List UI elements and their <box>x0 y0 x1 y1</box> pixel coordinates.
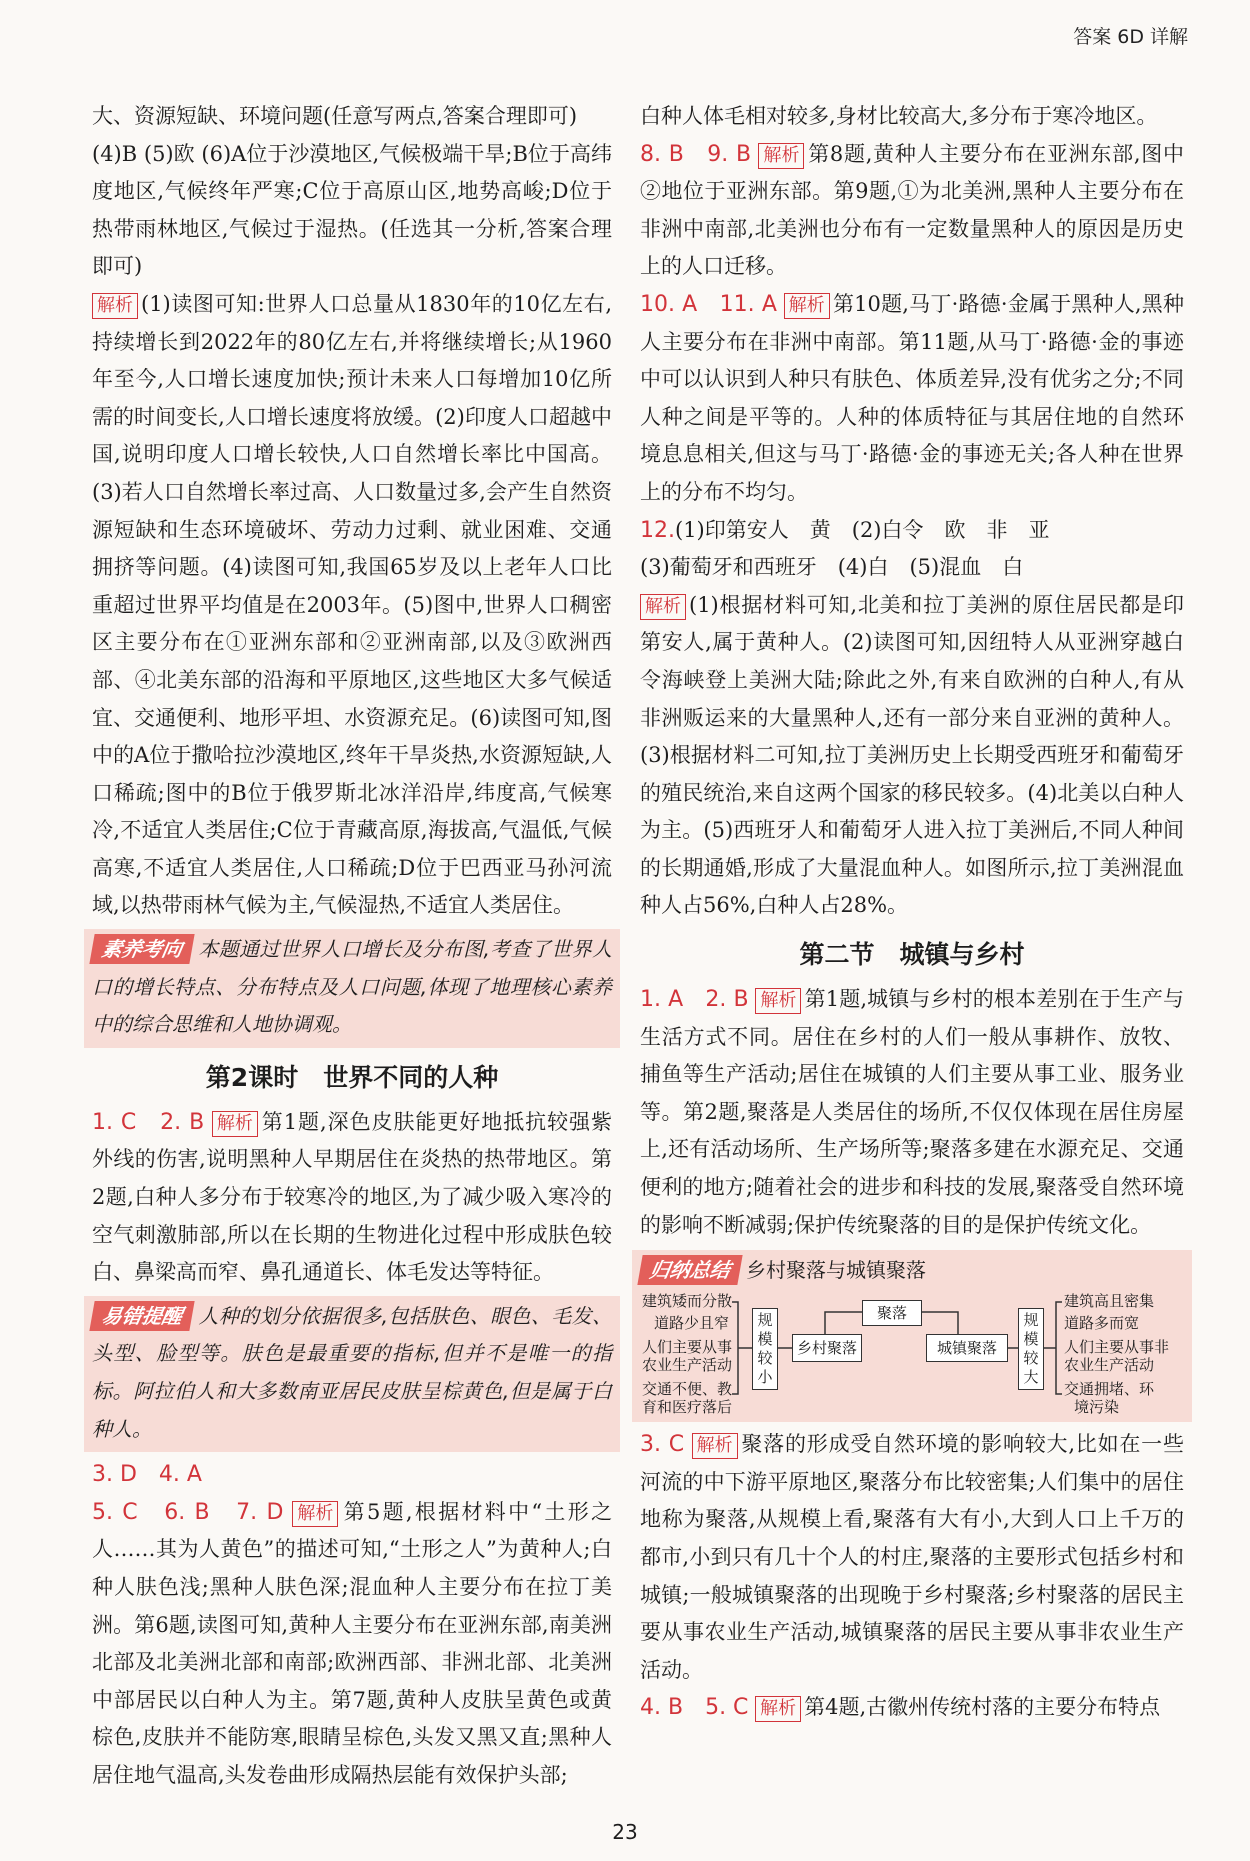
right-column <box>640 98 1184 1727</box>
question-numbers: 12. <box>640 517 675 543</box>
answer-line: (3)葡萄牙和西班牙 (4)白 (5)混血 白 <box>640 555 1024 580</box>
analysis-text: 第10题,马丁·路德·金属于黑种人,黑种人主要分布在非洲中南部。第11题,从马丁·路德·金的事迹中可以认识到人种只有肤色、体质差异,没有优劣之分;不同人种之间是平等的。人种的体质特征与其居住地的自然环境息息相关,但这与马丁·路德·金的事迹无关;各人种在世界上的分布不均匀。 <box>640 291 1185 504</box>
answer-item <box>640 286 1184 512</box>
answer-text: 白种人体毛相对较多,身材比较高大,多分布于寒冷地区。 <box>640 104 1158 128</box>
section-heading: 第二节 城镇与乡村 <box>799 940 1025 970</box>
answer-text: 大、资源短缺、环境问题(任意写两点,答案合理即可) <box>92 104 578 128</box>
summary-title: 乡村聚落与城镇聚落 <box>746 1258 926 1283</box>
answer-item <box>92 1456 612 1494</box>
answer-item <box>640 136 1184 286</box>
diagram-right-item: 农业生产活动 <box>1064 1356 1155 1375</box>
analysis-text: (1)读图可知:世界人口总量从1830年的10亿左右,持续增长到2022年的80亿左右,并将继续增长;从1960年至今,人口增长速度加快;预计未来人口每增加10亿所需的时间变长,人口增长速度将放缓。(2)印度人口超越中国,说明印度人口增长较快,人口自然增长率比中国高。(3)若人口自然增长率过高、人口数量过多,会产生自然资源短缺和生态环境破坏、劳动力过剩、就业困难、交通拥挤等问题。(4)读图可知,我国65岁及以上老年人口比重超过世界平均值是在2003年。(5)图中,世界人口稠密区主要分布在①亚洲东部和②亚洲南部,以及③欧洲西部、④北美东部的沿海和平原地区,这些地区大多气候适宜、交通便利、地形平坦、水资源充足。(6)读图可知,图中的A位于撒哈拉沙漠地区,终年干旱炎热,水资源短缺,人口稀疏;图中的B位于俄罗斯北冰洋沿岸,纬度高,气候寒冷,不适宜人类居住;C位于青藏高原,海拔高,气温低,气候高寒,不适宜人类居住,人口稀疏;D位于巴西亚马孙河流域,以热带雨林气候为主,气候湿热,不适宜人类居住。 <box>92 291 612 918</box>
analysis-text: (1)根据材料可知,北美和拉丁美洲的原住居民都是印第安人,属于黄种人。(2)读图可知,因纽特人从亚洲穿越白令海峡登上美洲大陆;除此之外,有来自欧洲的白种人,有从非洲贩运来的大量黑种人,还有一部分来自亚洲的黄种人。(3)根据材料二可知,拉丁美洲历史上长期受西班牙和葡萄牙的殖民统治,来自这两个国家的移民较多。(4)北美以白种人为主。(5)西班牙人和葡萄牙人进入拉丁美洲后,不同人种间的长期通婚,形成了大量混血种人。如图所示,拉丁美洲混血种人占56%,白种人占28%。 <box>640 592 1184 918</box>
answer-item <box>640 1689 1184 1727</box>
analysis-tag: 解析 <box>212 1111 258 1137</box>
analysis-text: 第5题,根据材料中“土形之人……其为人黄色”的描述可知,“土形之人”为黄种人;白种人肤色浅;黑种人肤色深;混血种人主要分布在拉丁美洲。第6题,读图可知,黄种人主要分布在亚洲东部,南美洲北部及北美洲北部和南部;欧洲西部、非洲北部、北美洲中部居民以白种人为主。第7题,黄种人皮肤呈黄色或黄棕色,皮肤并不能防寒,眼睛呈棕色,头发又黑又直;黑种人居住地气温高,头发卷曲形成隔热层能有效保护头部; <box>92 1499 612 1787</box>
answer-item <box>92 1104 612 1292</box>
diagram-right-item: 建筑高且密集 <box>1064 1292 1155 1311</box>
question-numbers: 4. B 5. C <box>640 1695 749 1721</box>
mistake-box <box>84 1296 620 1452</box>
question-numbers: 5. C 6. B 7. D <box>92 1499 284 1525</box>
analysis-text: 第4题,古徽州传统村落的主要分布特点 <box>804 1695 1161 1720</box>
analysis-tag: 解析 <box>755 988 801 1014</box>
analysis-text: 第8题,黄种人主要分布在亚洲东部,图中②地位于亚洲东部。第9题,①为北美洲,黑种人主要分布在非洲中南部,北美洲也分布有一定数量黑种人的原因是历史上的人口迁移。 <box>640 141 1184 279</box>
question-numbers: 1. A 2. B <box>640 987 749 1013</box>
summary-box <box>632 1250 1192 1422</box>
summary-title-row <box>640 1254 1184 1286</box>
analysis-tag: 解析 <box>758 143 804 169</box>
box-label: 归纳总结 <box>637 1255 742 1285</box>
answer-item <box>640 512 1184 550</box>
lesson-heading: 第2课时 世界不同的人种 <box>205 1062 499 1092</box>
diagram-left-item: 建筑矮而分散 <box>642 1292 733 1311</box>
left-column <box>92 98 612 1795</box>
analysis-tag: 解析 <box>755 1696 801 1722</box>
large-scale-box: 规模较大 <box>1018 1308 1044 1390</box>
answer-text: (4)B (5)欧 (6)A位于沙漠地区,气候极端干旱;B位于高纬度地区,气候终年严寒;C位于高原山区,地势高峻;D位于热带雨林地区,气候过于湿热。(任选其一分析,答案合理即可) <box>92 141 612 279</box>
analysis-text: 第1题,城镇与乡村的根本差别在于生产与生活方式不同。居住在乡村的人们一般从事耕作、放牧、捕鱼等生产活动;居住在城镇的人们主要从事工业、服务业等。第2题,聚落是人类居住的场所,不仅仅体现在居住房屋上,还有活动场所、生产场所等;聚落多建在水源充足、交通便利的地方;随着社会的进步和科技的发展,聚落受自然环境的影响不断减弱;保护传统聚落的目的是保护传统文化。 <box>640 987 1184 1237</box>
diagram-left-item: 道路少且窄 <box>654 1314 730 1333</box>
diagram-right-item: 境污染 <box>1074 1398 1120 1417</box>
diagram-left-item: 育和医疗落后 <box>642 1398 733 1417</box>
box-text: 人种的划分依据很多,包括肤色、眼色、毛发、头型、脸型等。肤色是最重要的指标,但并不是唯一的指标。阿拉伯人和大多数南亚居民皮肤呈棕黄色,但是属于白种人。 <box>92 1303 612 1441</box>
analysis-tag: 解析 <box>292 1501 338 1527</box>
question-numbers: 3. D 4. A <box>92 1462 202 1488</box>
literacy-box <box>84 929 620 1048</box>
answer-item <box>640 1426 1184 1689</box>
analysis-tag: 解析 <box>640 594 686 620</box>
settlement-diagram <box>640 1286 1184 1417</box>
question-numbers: 1. C 2. B <box>92 1109 205 1135</box>
question-numbers: 10. A 11. A <box>640 291 777 317</box>
diagram-right-item: 人们主要从事非 <box>1064 1338 1170 1357</box>
diagram-right-item: 交通拥堵、环 <box>1064 1380 1155 1399</box>
diagram-left-item: 交通不便、教 <box>642 1380 733 1399</box>
diagram-right-item: 道路多而宽 <box>1064 1314 1140 1333</box>
small-scale-box: 规模较小 <box>752 1308 778 1390</box>
question-numbers: 8. B 9. B <box>640 141 752 167</box>
diagram-left-item: 人们主要从事 <box>642 1338 733 1357</box>
box-label: 素养考向 <box>89 934 194 964</box>
page-header: 答案 6D 详解 <box>1073 26 1188 48</box>
diagram-left-item: 农业生产活动 <box>642 1356 733 1375</box>
analysis-paragraph <box>640 587 1184 925</box>
urban-settlement-box: 城镇聚落 <box>926 1334 1008 1362</box>
analysis-tag: 解析 <box>692 1433 738 1459</box>
answer-line: (1)印第安人 黄 (2)白令 欧 非 亚 <box>675 517 1050 542</box>
box-text: 本题通过世界人口增长及分布图,考查了世界人口的增长特点、分布特点及人口问题,体现了地理核心素养中的综合思维和人地协调观。 <box>92 937 612 1037</box>
analysis-tag: 解析 <box>784 293 830 319</box>
question-numbers: 3. C <box>640 1432 685 1458</box>
answer-item <box>640 981 1184 1244</box>
analysis-paragraph <box>92 286 612 925</box>
analysis-text: 聚落的形成受自然环境的影响较大,比如在一些河流的中下游平原地区,聚落分布比较密集;人们集中的居住地称为聚落,从规模上看,聚落有大有小,大到人口上千万的都市,小到只有几十个人的村庄,聚落的主要形式包括乡村和城镇;一般城镇聚落的出现晚于乡村聚落;乡村聚落的居民主要从事农业生产活动,城镇聚落的居民主要从事非农业生产活动。 <box>640 1432 1184 1682</box>
analysis-text: 第1题,深色皮肤能更好地抵抗较强紫外线的伤害,说明黑种人早期居住在炎热的热带地区。第2题,白种人多分布于较寒冷的地区,为了减少吸入寒冷的空气刺激肺部,所以在长期的生物进化过程中形成肤色较白、鼻梁高而窄、鼻孔通道长、体毛发达等特征。 <box>92 1109 612 1285</box>
box-label: 易错提醒 <box>89 1301 194 1331</box>
analysis-tag: 解析 <box>92 293 138 319</box>
page-number: 23 <box>612 1820 638 1844</box>
rural-settlement-box: 乡村聚落 <box>792 1334 862 1362</box>
answer-item <box>92 1494 612 1795</box>
settlement-box: 聚落 <box>862 1300 922 1326</box>
